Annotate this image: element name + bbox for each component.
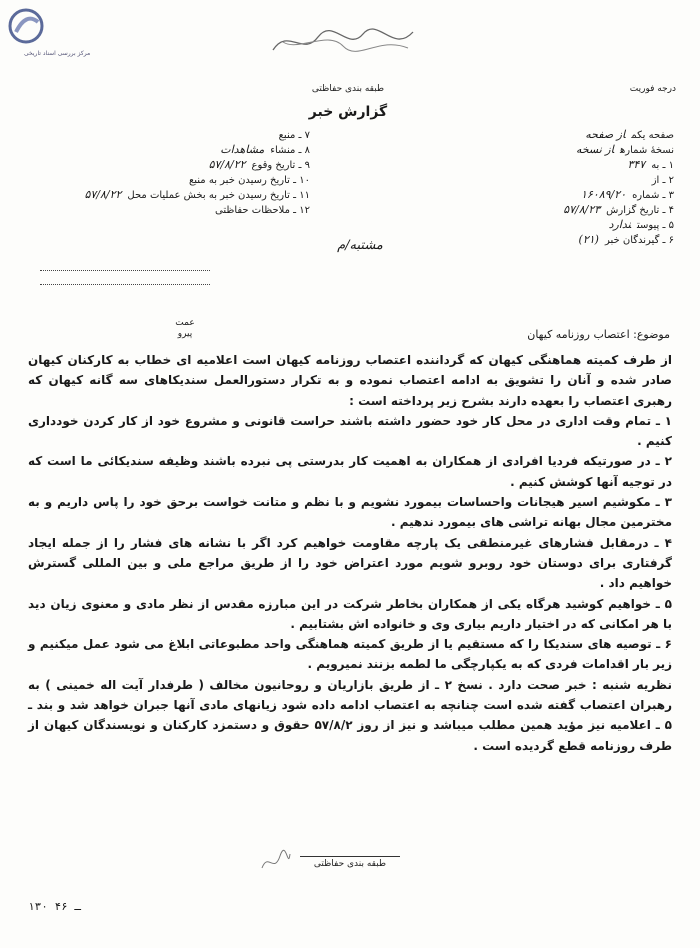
notes-line [40, 270, 210, 271]
subject-line: موضوع: اعتصاب روزنامه کیهان [527, 328, 670, 341]
logo-text: مرکز بررسی اسناد تاریخی [24, 50, 91, 57]
field-page: صفحه یکماز صفحه [585, 128, 674, 141]
body-item: ۳ ـ مکوشیم اسیر هیجانات واحساسات بیمورد نشویم و با نظم و متانت خواست برحق خود را پاس داریم و به مخترمین مجال بهانه تراشی های بیمورد ندهیم . [28, 495, 672, 530]
field-origin: ۸ ـ منشاءمشاهدات [220, 143, 310, 156]
seal-stamp [268, 22, 418, 62]
field-security-notes: ۱۲ ـ ملاحظات حفاظتی [215, 205, 310, 216]
field-recipients: ۶ ـ گیرندگان خبر(۲۱) [578, 233, 674, 246]
field-source: ۷ ـ منبع [278, 130, 310, 141]
urgency-label: درجه فوریت [629, 84, 676, 94]
field-number: ۳ ـ شماره۱۶۰۸۹/۲۰ [580, 188, 674, 201]
right-fields [412, 128, 674, 248]
field-to: ۱ ـ به۳۴۷ [627, 158, 674, 171]
field-copy: نسخهٔ شمارهاز نسخه [575, 143, 674, 156]
notes-line [40, 284, 210, 285]
field-attachment: ۵ ـ پیوستندارد [608, 218, 674, 231]
body-item: ۲ ـ در صورتیکه فردیا افرادی از همکاران به اهمیت کار بدرستی پی نبرده باشند وظیفه سندیکائی ما است که در توجیه آنها کوشش کنیم . [28, 454, 672, 489]
archive-logo [6, 6, 116, 58]
body-item: ۱ ـ تمام وقت اداری در محل کار خود حضور داشته باشند حراست قانونی و مشروع خود از کار کردن خودداری کنیم . [28, 413, 672, 449]
field-report-date: ۴ ـ تاریخ گزارش۵۷/۸/۲۳ [563, 203, 674, 216]
report-body [28, 350, 672, 756]
form-title: گزارش خبر [308, 104, 388, 120]
body-opinion: نظریه شنبه : خبر صحت دارد . نسخ ۲ ـ از طریق بازاریان و روحانیون مخالف ( طرفدار آیت اله خمینی ) به رهبران اعتصاب گفته شده است چنانچه به اعتصاب ادامه داده شود زیانهای مادی آنها جبران خواهد شد و بند ـ ۵ ـ اعلامیه نیز مؤید همین مطلب میباشد و نیز از روز ۵۷/۸/۲ حقوق و دستمزد کارکنان و نویسندگان کیهان از طرف روزنامه قطع گردیده است . [28, 677, 673, 753]
body-item: ۴ ـ درمقابل فشارهای غیرمنطقی یک پارچه مقاومت خواهیم کرد اگر با نشانه های فشار را از جمله ایجاد گرفتاری برای دوستان خود روبرو شویم مورد اعتراض خود را از طریق مراجع ملی و بین المللی گسترش خواهیم داد . [28, 535, 672, 591]
classification-top: طبقه بندی حفاظتی [311, 84, 385, 94]
field-event-date: ۹ ـ تاریخ وقوع۵۷/۸/۲۲ [208, 158, 310, 171]
body-item: ۶ ـ توصیه های سندیکا را که مستقیم یا از طریق کمیته هماهنگی واحد مطبوعاتی ابلاغ می شود عمل میکنیم و زیر بار اقدامات فردی که به یکپارچگی ما لطمه بزنند نمیرویم . [28, 637, 672, 672]
ink-mark [258, 848, 292, 876]
handwritten-note: مشتبه/م [337, 238, 383, 253]
field-from: ۲ ـ از [651, 175, 674, 186]
field-ops-date: ۱۱ ـ تاریخ رسیدن خبر به بخش عملیات محل۵۷/۸/۲۲ [84, 188, 310, 201]
left-fields [40, 128, 310, 218]
field-source-date: ۱۰ ـ تاریخ رسیدن خبر به منبع [188, 175, 310, 186]
body-item: ۵ ـ خواهیم کوشید هرگاه یکی از همکاران بخاطر شرکت در این مبارزه مقدس از نظر مادی و معنوی زیان دید با هر امکانی که در اختیار داریم بیاری وی و خانواده اش بشتابیم . [28, 596, 672, 631]
archive-emblem-icon [6, 6, 46, 50]
page-number: ۱۳۰ ـ ۴۶ [28, 900, 81, 913]
side-mark: عمت پیرو [175, 318, 195, 339]
body-paragraph: از طرف کمیته هماهنگی کیهان که گرداننده اعتصاب روزنامه کیهان است اعلامیه ای خطاب به کارکنان کیهان صادر شده و آنان را تشویق به ادامه اعتصاب نموده و به تکرار دستورالعمل سندیکاهای سه گانه کیهان که رهبری اعتصاب را بعهده دارند بشرح زیر پرداخته است : [28, 353, 672, 408]
classification-bottom: طبقه بندی حفاظتی [300, 856, 400, 869]
